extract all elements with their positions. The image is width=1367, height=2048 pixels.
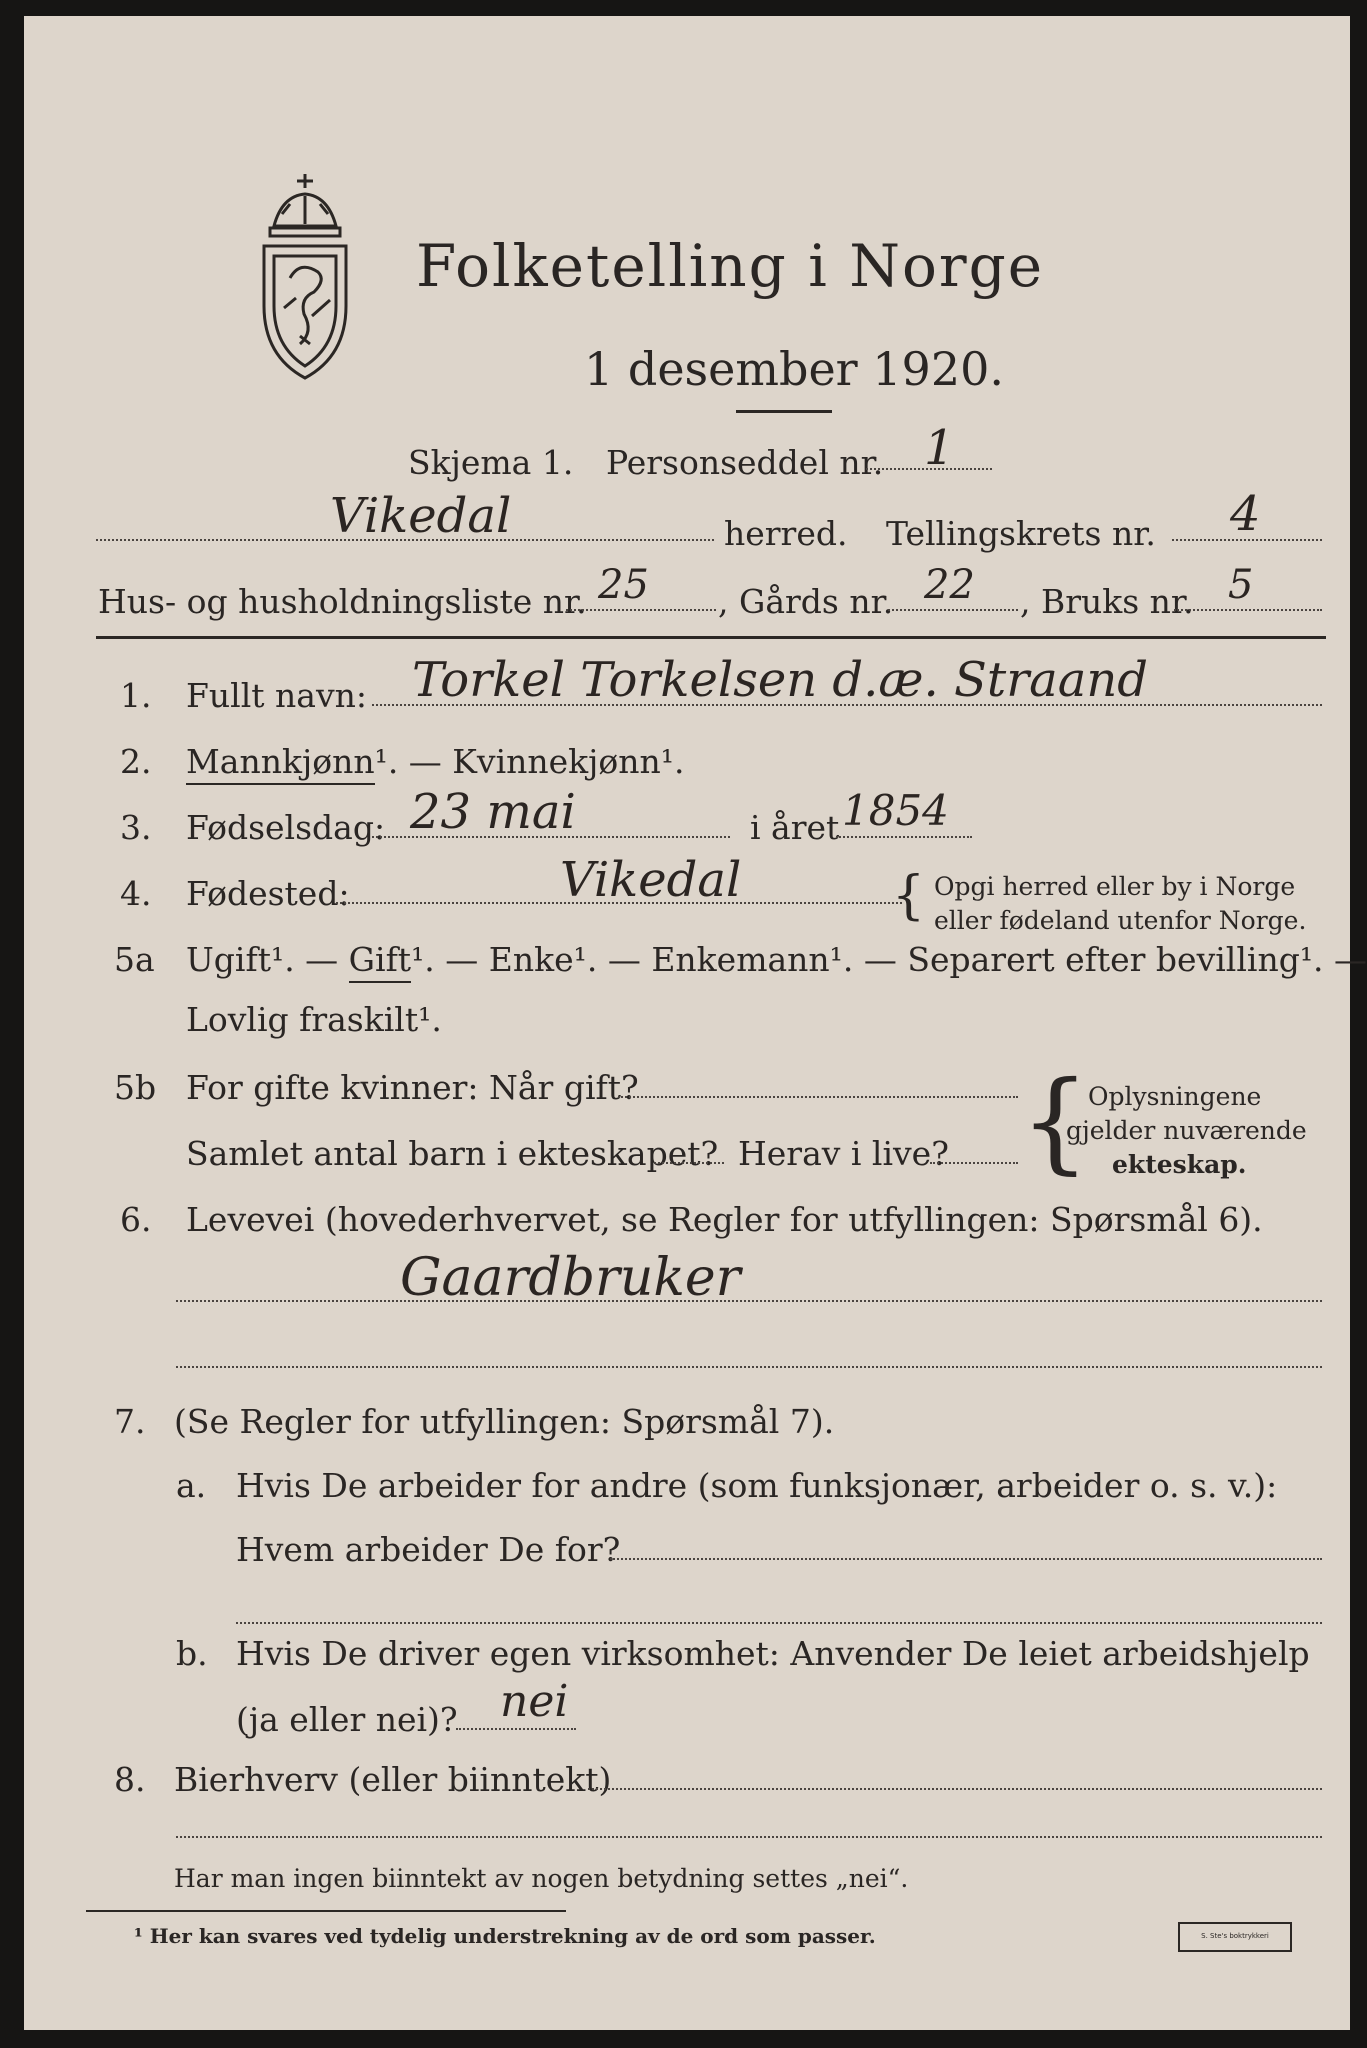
q5b-label-2: Samlet antal barn i ekteskapet? [186,1134,719,1173]
form-title: Folketelling i Norge [416,232,1045,300]
q6-number: 6. [120,1200,152,1239]
q7a-field[interactable] [610,1558,1322,1560]
hus-field[interactable] [566,609,716,611]
q7b-label-2: (ja eller nei)? [236,1700,458,1739]
q7-label: (Se Regler for utfyllingen: Spørsmål 7). [174,1402,835,1441]
q5b-alive-field[interactable] [930,1162,1018,1164]
q5a-label [186,940,1367,979]
q6-label: Levevei (hovederhvervet, se Regler for utfyllingen: Spørsmål 6). [186,1200,1263,1239]
personseddel-value: 1 [924,420,955,476]
q4-label: Fødested: [186,874,350,913]
q7-number: 7. [114,1402,146,1441]
q8-number: 8. [114,1760,146,1799]
q5b-label: For gifte kvinner: Når gift? [186,1068,639,1107]
q5b-married-field[interactable] [618,1096,1018,1098]
hus-value: 25 [598,562,649,608]
gards-value: 22 [924,562,975,608]
footnote: ¹ Her kan svares ved tydelig understrekning av de ord som passer. [134,1924,876,1948]
footnote-divider [86,1910,566,1912]
q7a-label-2: Hvem arbeider De for? [236,1530,621,1569]
q2-number: 2. [120,742,152,781]
q1-value: Torkel Torkelsen d.æ. Straand [412,652,1149,708]
q2-sup: ¹ [374,742,388,781]
q5a-ugift-option[interactable]: Ugift [186,940,271,979]
q5b-children-field[interactable] [654,1162,724,1164]
q2-male-option[interactable]: Mannkjønn [186,742,375,785]
q1-number: 1. [120,676,152,715]
q6-value: Gaardbruker [400,1248,741,1308]
q3-year-label: i året [750,808,840,847]
q5b-brace: { [1020,1057,1090,1185]
q5a-sup1: ¹. — [270,940,349,979]
q4-note-2: eller fødeland utenfor Norge. [934,906,1307,935]
q5b-note-2: gjelder nuværende [1066,1116,1307,1145]
q7a-field-2[interactable] [236,1622,1322,1624]
herred-value: Vikedal [330,488,512,544]
q6-field[interactable] [176,1300,1322,1302]
tellingskrets-label: Tellingskrets nr. [886,514,1156,553]
q6-field-2[interactable] [176,1366,1322,1368]
q7b-number: b. [176,1634,208,1673]
q3-year-value: 1854 [842,786,949,835]
q5a-fraskilt-option[interactable]: Lovlig fraskilt [186,1000,419,1039]
q5a-gift-option[interactable]: Gift [349,940,411,983]
q5b-note-3: ekteskap. [1112,1150,1247,1179]
q3-label: Fødselsdag: [186,808,386,847]
q5b-label-3: Herav i live? [738,1134,949,1173]
q8-note: Har man ingen biinntekt av nogen betydning settes „nei“. [174,1864,909,1893]
schema-label: Skjema 1. [408,443,574,482]
printer-stamp [1178,1922,1292,1952]
q3-value: 23 mai [410,784,576,840]
norwegian-coat-of-arms-icon [252,166,358,386]
q2-label [186,742,685,781]
q4-note-1: Opgi herred eller by i Norge [934,872,1296,901]
q5b-number: 5b [114,1068,157,1107]
q5b-note-1: Oplysningene [1088,1082,1262,1111]
herred-label: herred. [724,514,848,553]
q7b-label: Hvis De driver egen virksomhet: Anvender De leiet arbeidshjelp [236,1634,1310,1673]
q5a-line-2 [186,1000,442,1039]
gards-label: , Gårds nr. [718,582,894,621]
hus-label: Hus- og husholdningsliste nr. [98,582,587,621]
bruks-field[interactable] [1174,609,1322,611]
q7a-label: Hvis De arbeider for andre (som funksjonær, arbeider o. s. v.): [236,1466,1278,1505]
q4-number: 4. [120,874,152,913]
q7b-field[interactable] [456,1728,576,1730]
q5a-rest: . — Enke¹. — Enkemann¹. — Separert efter bevilling¹. — [424,940,1367,979]
q8-field-2[interactable] [176,1836,1322,1838]
q7a-number: a. [176,1466,207,1505]
q8-field[interactable] [588,1788,1322,1790]
q4-brace: { [892,866,926,926]
q1-label: Fullt navn: [186,676,367,715]
tellingskrets-value: 4 [1230,486,1261,542]
form-date: 1 desember 1920. [584,342,1004,396]
title-divider [736,410,832,413]
printer-stamp-text: S. Ste's boktrykkeri [1201,1932,1269,1940]
q5a-sup2: ¹ [411,940,425,979]
q3-number: 3. [120,808,152,847]
q5a-sup3: ¹. [418,1000,442,1039]
q3-year-field[interactable] [836,836,972,838]
bruks-value: 5 [1228,562,1254,608]
q5a-number: 5a [114,940,155,979]
q2-rest: . — Kvinnekjønn [387,742,661,781]
personseddel-label: Personseddel nr. [606,443,884,482]
census-form [24,16,1367,2030]
q4-value: Vikedal [560,852,742,908]
bruks-label: , Bruks nr. [1020,582,1194,621]
q8-label: Bierhverv (eller biinntekt) [174,1760,612,1799]
header-divider [96,636,1326,639]
gards-field[interactable] [888,609,1018,611]
q7b-value: nei [500,1676,569,1727]
q2-sup2: ¹. [660,742,685,781]
